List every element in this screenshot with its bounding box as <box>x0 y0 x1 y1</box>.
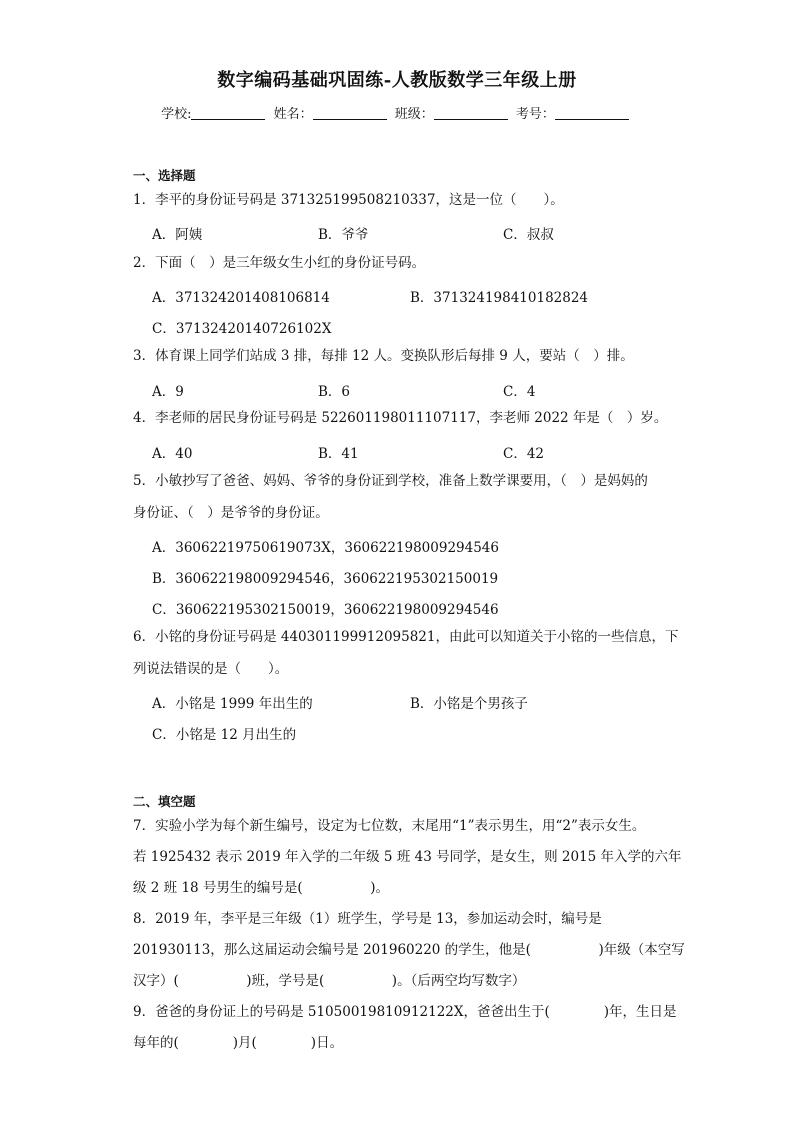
q1-option-c[interactable]: C．叔叔 <box>503 227 554 243</box>
q5-option-b[interactable]: B．360622198009294546，360622195302150019 <box>152 571 499 587</box>
question-8-line-1: 8．2019 年，李平是三年级（1）班学生，学号是 13，参加运动会时，编号是 <box>133 911 602 927</box>
question-8-line-3: 汉字）( )班，学号是( )。（后两空均写数字） <box>133 973 526 989</box>
q2-option-a[interactable]: A．371324201408106814 <box>152 290 330 306</box>
question-1: 1．李平的身份证号码是 371325199508210337，这是一位（ ）。 <box>133 192 564 208</box>
q3-option-b[interactable]: B．6 <box>318 384 351 400</box>
question-9-line-2: 每年的( )月( )日。 <box>133 1035 344 1051</box>
name-label: 姓名： <box>273 107 313 122</box>
school-blank[interactable] <box>191 107 265 120</box>
q4-option-a[interactable]: A．40 <box>152 446 193 462</box>
q2-option-c[interactable]: C．37132420140726102X <box>152 321 332 337</box>
question-9-line-1: 9．爸爸的身份证上的号码是 51050019810912122X，爸爸出生于( )年，生日是 <box>133 1004 677 1020</box>
question-2: 2．下面（ ）是三年级女生小红的身份证号码。 <box>133 255 426 271</box>
question-5-line-1: 5．小敏抄写了爸爸、妈妈、爷爷的身份证到学校，准备上数学课要用，（ ）是妈妈的 <box>133 473 648 489</box>
q6-option-c[interactable]: C．小铭是 12 月出生的 <box>152 727 297 743</box>
name-blank[interactable] <box>313 107 387 120</box>
q6-option-a[interactable]: A．小铭是 1999 年出生的 <box>152 696 313 712</box>
page-title: 数字编码基础巩固练-人教版数学三年级上册 <box>217 70 577 91</box>
question-7-line-3: 级 2 班 18 号男生的编号是( )。 <box>133 880 389 896</box>
q4-option-c[interactable]: C．42 <box>503 446 545 462</box>
question-5-line-2: 身份证、（ ）是爷爷的身份证。 <box>133 505 329 521</box>
question-7-line-1: 7．实验小学为每个新生编号，设定为七位数，末尾用“1”表示男生，用“2”表示女生。 <box>133 818 646 834</box>
question-6-line-1: 6．小铭的身份证号码是 440301199912095821，由此可以知道关于小铭的一些信息，下 <box>133 629 679 645</box>
q5-option-c[interactable]: C．360622195302150019，360622198009294546 <box>152 602 499 618</box>
question-8-line-2: 201930113，那么这届运动会编号是 201960220 的学生，他是( )年级（本空写 <box>133 942 685 958</box>
q3-option-c[interactable]: C．4 <box>503 384 536 400</box>
q4-option-b[interactable]: B．41 <box>318 446 359 462</box>
section-heading-fill: 二、填空题 <box>133 794 196 809</box>
question-6-line-2: 列说法错误的是（ ）。 <box>133 661 289 677</box>
class-blank[interactable] <box>434 107 508 120</box>
question-4: 4．李老师的居民身份证号码是 522601198011107117，李老师 2022 年是（ ）岁。 <box>133 410 668 426</box>
exam-no-blank[interactable] <box>555 107 629 120</box>
q3-option-a[interactable]: A．9 <box>152 384 184 400</box>
section-heading-choice: 一、选择题 <box>133 168 196 183</box>
student-info-line <box>0 103 794 122</box>
q6-option-b[interactable]: B．小铭是个男孩子 <box>410 696 528 712</box>
class-label: 班级： <box>394 107 434 122</box>
q1-option-a[interactable]: A．阿姨 <box>152 227 203 243</box>
exam-no-label: 考号： <box>515 107 555 122</box>
q5-option-a[interactable]: A．36062219750619073X，360622198009294546 <box>152 540 499 556</box>
question-7-line-2: 若 1925432 表示 2019 年入学的二年级 5 班 43 号同学，是女生，则 2015 年入学的六年 <box>133 849 682 865</box>
q1-option-b[interactable]: B．爷爷 <box>318 227 369 243</box>
q2-option-b[interactable]: B．371324198410182824 <box>410 290 589 306</box>
school-label: 学校: <box>161 107 192 122</box>
question-3: 3．体育课上同学们站成 3 排，每排 12 人。变换队形后每排 9 人，要站（ ）排。 <box>133 348 634 364</box>
